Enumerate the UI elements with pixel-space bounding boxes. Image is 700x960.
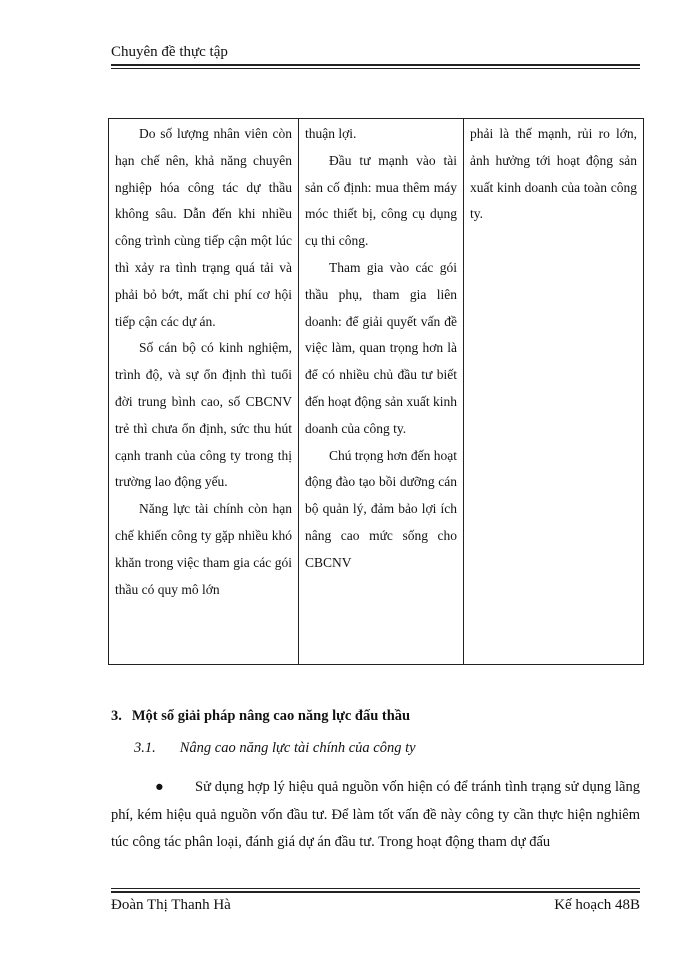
body-paragraph: [111, 774, 640, 857]
header-rule-thin: [111, 68, 640, 69]
header-title: Chuyên đề thực tập: [111, 44, 228, 60]
footer-rule-thick: [111, 891, 640, 893]
header-rule-thick: [111, 64, 640, 66]
table-paragraph: Chú trọng hơn đến hoạt động đào tạo bồi dưỡng cán bộ quản lý, đảm bảo lợi ích nâng cao mức sống cho CBCNV: [305, 447, 457, 570]
comparison-table: [108, 118, 644, 665]
table-cell-weaknesses: [109, 119, 299, 665]
subsection-title: Nâng cao năng lực tài chính của công ty: [179, 740, 416, 756]
body-paragraph-text: Sử dụng hợp lý hiệu quả nguồn vốn hiện có để tránh tình trạng sử dụng lãng phí, kém hiệu quả nguồn vốn đầu tư. Để làm tốt vấn đề này công ty cần thực hiện nghiêm túc công tác phân loại, đánh giá dự án đầu tư. Trong hoạt động tham dự đấu: [111, 779, 640, 850]
section-title: Một số giải pháp nâng cao năng lực đấu thầu: [131, 708, 411, 724]
section-number: 3.: [111, 708, 122, 724]
table-paragraph: Đầu tư mạnh vào tài sản cố định: mua thêm máy móc thiết bị, công cụ dụng cụ thi công.: [305, 152, 457, 249]
footer-class: Kế hoạch 48B: [554, 897, 640, 913]
table-paragraph: Số cán bộ có kinh nghiệm, trình độ, và sự ổn định thì tuổi đời trung bình cao, số CBCNV trẻ thì chưa ổn định, sức thu hút cạnh tranh của công ty trong thị trường lao động yếu.: [115, 340, 292, 490]
subsection-heading: [134, 740, 416, 757]
table-row: [109, 119, 644, 665]
table-cell-strategies: [299, 119, 464, 665]
section-heading: [111, 708, 410, 725]
footer-rule-thin: [111, 888, 640, 889]
table-paragraph: Tham gia vào các gói thầu phụ, tham gia liên doanh: để giải quyết vấn đề việc làm, quan trọng hơn là để có nhiều chủ đầu tư biết đến hoạt động sản xuất kinh doanh của công ty.: [305, 259, 457, 436]
subsection-number: 3.1.: [134, 740, 156, 756]
table-paragraph: phải là thế mạnh, rủi ro lớn, ảnh hưởng tới hoạt động sản xuất kinh doanh của toàn công ty.: [470, 126, 637, 222]
table-paragraph: Năng lực tài chính còn hạn chế khiến công ty gặp nhiều khó khăn trong việc tham gia các gói thầu có quy mô lớn: [115, 501, 292, 597]
footer-author: Đoàn Thị Thanh Hà: [111, 897, 231, 913]
table-paragraph: thuận lợi.: [305, 126, 357, 141]
bullet-icon: ●: [155, 779, 164, 795]
table-paragraph: Do số lượng nhân viên còn hạn chế nên, khả năng chuyên nghiệp hóa công tác dự thầu không sâu. Dẫn đến khi nhiều công trình cùng tiếp cận một lúc thì xảy ra tình trạng quá tải và phải bỏ bớt, mất chi phí cơ hội tiếp cận các dự án.: [115, 126, 292, 329]
table-cell-risks: [464, 119, 644, 665]
